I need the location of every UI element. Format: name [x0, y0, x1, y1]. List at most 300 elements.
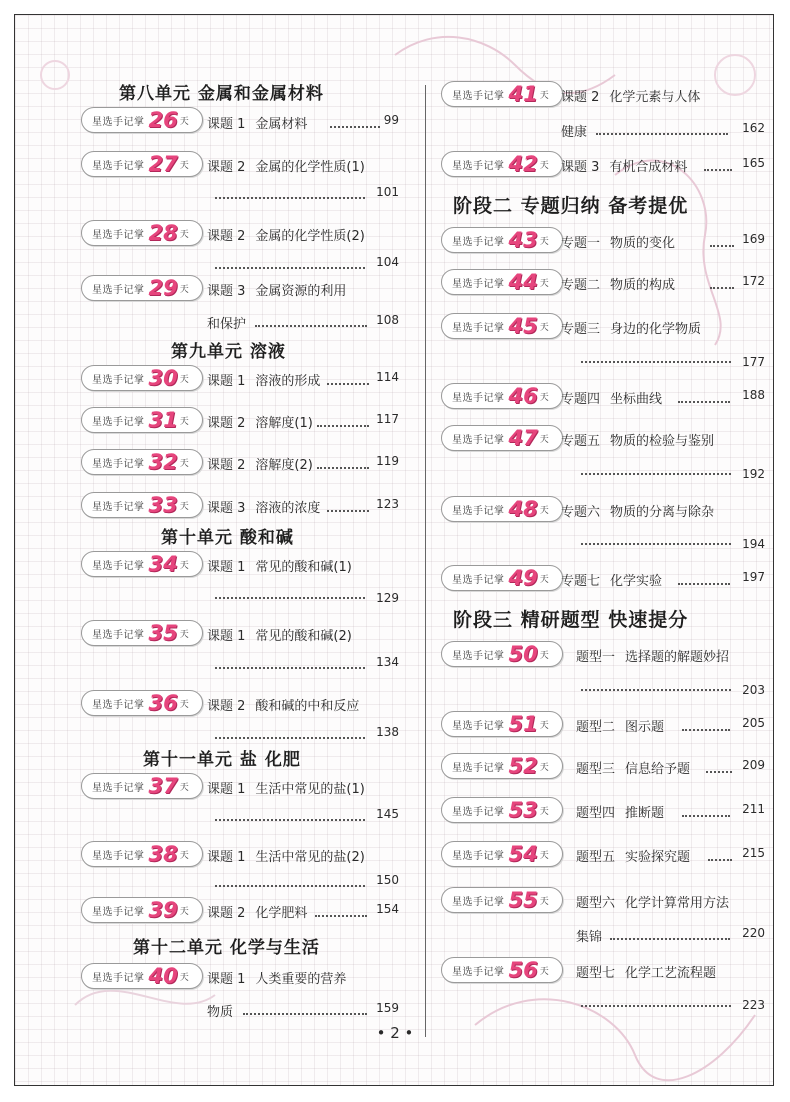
- leader-dots: [704, 169, 732, 171]
- unit-heading-12: 第十二单元 化学与生活: [133, 938, 320, 958]
- badge-suffix: 天: [179, 160, 189, 171]
- badge-mark: 掌: [134, 699, 145, 711]
- page-number: 188: [742, 388, 765, 402]
- day-badge-30: [81, 365, 203, 391]
- badge-prefix: 星选手记: [92, 906, 134, 918]
- page-number: 211: [742, 802, 765, 816]
- badge-suffix: 天: [179, 501, 189, 512]
- leader-dots: [243, 1013, 367, 1015]
- toc-entry-title[interactable]: [576, 758, 690, 777]
- page-number: 138: [376, 725, 399, 739]
- toc-entry-title[interactable]: [207, 846, 365, 865]
- lesson-title: 化学元素与人体: [609, 90, 701, 105]
- toc-entry-title[interactable]: [561, 430, 714, 449]
- lesson-title: 溶液的形成: [255, 374, 321, 389]
- badge-mark: 掌: [134, 416, 145, 428]
- badge-day-number: 53: [508, 797, 538, 822]
- badge-suffix: 天: [179, 374, 189, 385]
- badge-day-number: 45: [508, 313, 538, 338]
- badge-prefix: 星选手记: [452, 434, 494, 446]
- page-number: 194: [742, 537, 765, 551]
- lesson-title: 物质的构成: [610, 278, 676, 293]
- leader-dots: [610, 938, 730, 940]
- day-badge-53: [441, 797, 563, 823]
- leader-dots: [215, 737, 365, 739]
- badge-prefix: 星选手记: [92, 284, 134, 296]
- toc-entry-title[interactable]: [576, 646, 729, 665]
- badge-suffix: 天: [539, 392, 549, 403]
- lesson-title-continued: 物质: [207, 1005, 234, 1020]
- page-number: 215: [742, 846, 765, 860]
- leader-dots: [596, 133, 728, 135]
- lesson-title: 化学计算常用方法: [625, 896, 730, 911]
- lesson-label: 题型七: [576, 966, 616, 981]
- leader-dots: [682, 729, 730, 731]
- lesson-title: 常见的酸和碱(2): [255, 629, 352, 644]
- badge-mark: 掌: [134, 160, 145, 172]
- badge-day-number: 46: [508, 383, 538, 408]
- leader-dots: [317, 467, 369, 469]
- leader-dots: [215, 819, 365, 821]
- leader-dots: [315, 915, 367, 917]
- lesson-title: 溶解度(2): [255, 458, 313, 473]
- badge-day-number: 37: [148, 773, 178, 798]
- lesson-label: 课题 2: [207, 458, 246, 473]
- lesson-title: 酸和碱的中和反应: [255, 699, 360, 714]
- badge-suffix: 天: [539, 574, 549, 585]
- toc-entry-title[interactable]: [576, 716, 664, 735]
- badge-day-number: 27: [148, 151, 178, 176]
- toc-entry-title[interactable]: [561, 501, 714, 520]
- badge-prefix: 星选手记: [92, 416, 134, 428]
- badge-prefix: 星选手记: [92, 229, 134, 241]
- lesson-label: 课题 3: [207, 284, 246, 299]
- unit-heading-9: 第九单元 溶液: [171, 342, 286, 362]
- page-number: 159: [376, 1001, 399, 1015]
- badge-prefix: 星选手记: [92, 458, 134, 470]
- badge-prefix: 星选手记: [92, 699, 134, 711]
- page-number: 220: [742, 926, 765, 940]
- lesson-title: 选择题的解题妙招: [625, 650, 730, 665]
- lesson-label: 题型五: [576, 850, 616, 865]
- lesson-title: 身边的化学物质: [610, 322, 702, 337]
- badge-day-number: 32: [148, 449, 178, 474]
- badge-mark: 掌: [494, 236, 505, 248]
- day-badge-52: [441, 753, 563, 779]
- day-badge-43: [441, 227, 563, 253]
- page-number: 119: [376, 454, 399, 468]
- badge-day-number: 51: [508, 711, 538, 736]
- badge-suffix: 天: [539, 236, 549, 247]
- badge-mark: 掌: [494, 966, 505, 978]
- page-number: 123: [376, 497, 399, 511]
- page-number: 145: [376, 807, 399, 821]
- lesson-title: 物质的检验与鉴别: [610, 434, 715, 449]
- lesson-title: 溶液的浓度: [255, 501, 321, 516]
- lesson-label: 题型四: [576, 806, 616, 821]
- lesson-label: 课题 2: [207, 416, 246, 431]
- lesson-title: 实验探究题: [625, 850, 691, 865]
- badge-prefix: 星选手记: [452, 392, 494, 404]
- badge-day-number: 54: [508, 841, 538, 866]
- day-badge-41: [441, 81, 563, 107]
- lesson-label: 课题 1: [207, 374, 246, 389]
- lesson-label: 课题 1: [207, 850, 246, 865]
- lesson-title: 物质的分离与除杂: [610, 505, 715, 520]
- lesson-label: 课题 3: [207, 501, 246, 516]
- badge-day-number: 36: [148, 690, 178, 715]
- toc-entry-title[interactable]: [561, 570, 662, 589]
- badge-mark: 掌: [494, 762, 505, 774]
- toc-entry-title[interactable]: [576, 846, 690, 865]
- badge-suffix: 天: [179, 782, 189, 793]
- lesson-title-continued: 健康: [561, 125, 588, 140]
- toc-entry-title[interactable]: [207, 902, 307, 921]
- page-number: 169: [742, 232, 765, 246]
- lesson-label: 题型一: [576, 650, 616, 665]
- lesson-title: 金属材料: [255, 117, 308, 132]
- badge-mark: 掌: [494, 650, 505, 662]
- page-number: 197: [742, 570, 765, 584]
- day-badge-28: [81, 220, 203, 246]
- badge-suffix: 天: [539, 966, 549, 977]
- badge-mark: 掌: [134, 850, 145, 862]
- day-badge-54: [441, 841, 563, 867]
- badge-suffix: 天: [179, 458, 189, 469]
- lesson-label: 课题 3: [561, 160, 600, 175]
- badge-day-number: 56: [508, 957, 538, 982]
- leader-dots: [215, 667, 365, 669]
- day-badge-29: [81, 275, 203, 301]
- badge-mark: 掌: [494, 896, 505, 908]
- toc-entry-title[interactable]: [576, 802, 664, 821]
- lesson-title: 人类重要的营养: [255, 972, 347, 987]
- page-number: 203: [742, 683, 765, 697]
- lesson-title: 溶解度(1): [255, 416, 313, 431]
- day-badge-33: [81, 492, 203, 518]
- badge-prefix: 星选手记: [92, 116, 134, 128]
- badge-mark: 掌: [134, 972, 145, 984]
- day-badge-38: [81, 841, 203, 867]
- toc-entry-title[interactable]: [207, 968, 346, 987]
- page-number: 117: [376, 412, 399, 426]
- badge-suffix: 天: [539, 850, 549, 861]
- toc-entry-title[interactable]: [207, 225, 365, 244]
- badge-mark: 掌: [494, 574, 505, 586]
- badge-day-number: 30: [148, 365, 178, 390]
- day-badge-50: [441, 641, 563, 667]
- badge-suffix: 天: [179, 906, 189, 917]
- leader-dots: [317, 425, 369, 427]
- badge-suffix: 天: [539, 505, 549, 516]
- toc-entry-title[interactable]: [561, 318, 701, 337]
- lesson-title: 信息给予题: [625, 762, 691, 777]
- leader-dots: [581, 361, 731, 363]
- badge-prefix: 星选手记: [452, 762, 494, 774]
- lesson-label: 课题 1: [207, 782, 246, 797]
- badge-suffix: 天: [539, 806, 549, 817]
- stage-heading-3: 阶段三 精研题型 快速提分: [453, 609, 689, 631]
- stage-heading-2: 阶段二 专题归纳 备考提优: [453, 195, 689, 217]
- badge-mark: 掌: [494, 850, 505, 862]
- page-number: 172: [742, 274, 765, 288]
- leader-dots: [215, 267, 365, 269]
- badge-prefix: 星选手记: [452, 850, 494, 862]
- leader-dots: [581, 1005, 731, 1007]
- page-number: 154: [376, 902, 399, 916]
- badge-suffix: 天: [179, 229, 189, 240]
- badge-suffix: 天: [179, 972, 189, 983]
- badge-suffix: 天: [539, 720, 549, 731]
- badge-day-number: 39: [148, 897, 178, 922]
- day-badge-32: [81, 449, 203, 475]
- toc-entry-title[interactable]: [561, 274, 675, 293]
- lesson-title: 生活中常见的盐(1): [255, 782, 365, 797]
- toc-entry-title[interactable]: [207, 556, 352, 575]
- lesson-title-continued: 集锦: [576, 930, 603, 945]
- lesson-title: 有机合成材料: [609, 160, 688, 175]
- badge-mark: 掌: [134, 374, 145, 386]
- badge-day-number: 31: [148, 407, 178, 432]
- unit-heading-8: 第八单元 金属和金属材料: [119, 84, 324, 104]
- lesson-label: 专题五: [561, 434, 601, 449]
- page-number: 223: [742, 998, 765, 1012]
- badge-suffix: 天: [179, 416, 189, 427]
- page-number: 129: [376, 591, 399, 605]
- lesson-label: 课题 2: [561, 90, 600, 105]
- badge-mark: 掌: [494, 720, 505, 732]
- lesson-label: 题型二: [576, 720, 616, 735]
- badge-prefix: 星选手记: [452, 806, 494, 818]
- lesson-title-continued: 和保护: [207, 317, 247, 332]
- badge-mark: 掌: [134, 229, 145, 241]
- badge-day-number: 33: [148, 492, 178, 517]
- badge-day-number: 28: [148, 220, 178, 245]
- day-badge-46: [441, 383, 563, 409]
- column-divider: [425, 85, 426, 1037]
- toc-entry-title[interactable]: [561, 232, 675, 251]
- badge-suffix: 天: [539, 762, 549, 773]
- day-badge-49: [441, 565, 563, 591]
- leader-dots: [581, 543, 731, 545]
- badge-suffix: 天: [539, 434, 549, 445]
- badge-mark: 掌: [134, 906, 145, 918]
- lesson-title: 化学工艺流程题: [625, 966, 717, 981]
- day-badge-55: [441, 887, 563, 913]
- page-number: 114: [376, 370, 399, 384]
- page-number: 165: [742, 156, 765, 170]
- badge-suffix: 天: [179, 629, 189, 640]
- badge-prefix: 星选手记: [452, 966, 494, 978]
- badge-suffix: 天: [179, 850, 189, 861]
- badge-prefix: 星选手记: [452, 90, 494, 102]
- badge-mark: 掌: [494, 434, 505, 446]
- badge-mark: 掌: [134, 116, 145, 128]
- badge-mark: 掌: [134, 560, 145, 572]
- leader-dots: [215, 885, 365, 887]
- page-number: 209: [742, 758, 765, 772]
- badge-prefix: 星选手记: [452, 322, 494, 334]
- day-badge-56: [441, 957, 563, 983]
- badge-day-number: 42: [508, 151, 538, 176]
- badge-suffix: 天: [179, 284, 189, 295]
- lesson-label: 课题 1: [207, 117, 246, 132]
- lesson-title: 化学肥料: [255, 906, 308, 921]
- badge-mark: 掌: [494, 322, 505, 334]
- badge-suffix: 天: [179, 699, 189, 710]
- badge-mark: 掌: [134, 782, 145, 794]
- unit-heading-11: 第十一单元 盐 化肥: [143, 750, 301, 770]
- lesson-label: 课题 1: [207, 629, 246, 644]
- day-badge-36: [81, 690, 203, 716]
- badge-prefix: 星选手记: [92, 850, 134, 862]
- lesson-label: 课题 2: [207, 160, 246, 175]
- badge-mark: 掌: [494, 505, 505, 517]
- badge-day-number: 38: [148, 841, 178, 866]
- badge-suffix: 天: [179, 116, 189, 127]
- badge-mark: 掌: [494, 392, 505, 404]
- badge-mark: 掌: [134, 284, 145, 296]
- toc-entry-title[interactable]: [207, 412, 313, 431]
- lesson-label: 专题六: [561, 505, 601, 520]
- badge-day-number: 44: [508, 269, 538, 294]
- day-badge-44: [441, 269, 563, 295]
- badge-prefix: 星选手记: [92, 782, 134, 794]
- day-badge-26: [81, 107, 203, 133]
- badge-day-number: 49: [508, 565, 538, 590]
- toc-entry-title[interactable]: [207, 497, 320, 516]
- toc-entry-title[interactable]: [561, 388, 662, 407]
- badge-prefix: 星选手记: [452, 650, 494, 662]
- toc-entry-title[interactable]: [561, 156, 687, 175]
- page-number: 177: [742, 355, 765, 369]
- lesson-title: 图示题: [625, 720, 665, 735]
- badge-prefix: 星选手记: [92, 501, 134, 513]
- badge-prefix: 星选手记: [92, 972, 134, 984]
- badge-day-number: 29: [148, 275, 178, 300]
- leader-dots: [255, 325, 367, 327]
- badge-suffix: 天: [179, 560, 189, 571]
- lesson-title: 生活中常见的盐(2): [255, 850, 365, 865]
- day-badge-45: [441, 313, 563, 339]
- badge-mark: 掌: [494, 160, 505, 172]
- lesson-label: 专题四: [561, 392, 601, 407]
- toc-entry-title[interactable]: [576, 962, 716, 981]
- badge-day-number: 40: [148, 963, 178, 988]
- lesson-label: 课题 2: [207, 699, 246, 714]
- day-badge-27: [81, 151, 203, 177]
- badge-mark: 掌: [494, 278, 505, 290]
- toc-entry-title[interactable]: [207, 370, 320, 389]
- badge-suffix: 天: [539, 278, 549, 289]
- lesson-label: 专题一: [561, 236, 601, 251]
- lesson-label: 专题七: [561, 574, 601, 589]
- lesson-title: 金属资源的利用: [255, 284, 347, 299]
- badge-day-number: 41: [508, 81, 538, 106]
- page-number: 192: [742, 467, 765, 481]
- page-number: 104: [376, 255, 399, 269]
- toc-entry-title[interactable]: [207, 454, 313, 473]
- page-number: 150: [376, 873, 399, 887]
- lesson-title: 物质的变化: [610, 236, 676, 251]
- page-number: 205: [742, 716, 765, 730]
- lesson-label: 课题 2: [207, 229, 246, 244]
- toc-page: [14, 14, 774, 1086]
- badge-prefix: 星选手记: [452, 160, 494, 172]
- toc-entry-title[interactable]: [576, 892, 729, 911]
- leader-dots: [581, 689, 731, 691]
- leader-dots: [215, 597, 365, 599]
- day-badge-37: [81, 773, 203, 799]
- leader-dots: [581, 473, 731, 475]
- day-badge-39: [81, 897, 203, 923]
- page-number: 101: [376, 185, 399, 199]
- toc-entry-title[interactable]: [207, 625, 352, 644]
- unit-heading-10: 第十单元 酸和碱: [161, 528, 294, 548]
- day-badge-51: [441, 711, 563, 737]
- lesson-label: 课题 1: [207, 560, 246, 575]
- page-footer-number: • 2 •: [376, 1024, 414, 1042]
- badge-prefix: 星选手记: [92, 160, 134, 172]
- leader-dots: [682, 815, 730, 817]
- lesson-title: 推断题: [625, 806, 665, 821]
- lesson-label: 课题 2: [207, 906, 246, 921]
- toc-entry-title[interactable]: [561, 86, 700, 105]
- toc-entry-title[interactable]: [207, 156, 365, 175]
- page-number: 134: [376, 655, 399, 669]
- lesson-label: 课题 1: [207, 972, 246, 987]
- day-badge-48: [441, 496, 563, 522]
- badge-prefix: 星选手记: [92, 560, 134, 572]
- badge-day-number: 52: [508, 753, 538, 778]
- toc-entry-title[interactable]: [207, 695, 359, 714]
- day-badge-31: [81, 407, 203, 433]
- badge-prefix: 星选手记: [452, 236, 494, 248]
- badge-mark: 掌: [494, 90, 505, 102]
- badge-prefix: 星选手记: [452, 574, 494, 586]
- badge-mark: 掌: [134, 458, 145, 470]
- badge-suffix: 天: [539, 90, 549, 101]
- day-badge-47: [441, 425, 563, 451]
- badge-day-number: 55: [508, 887, 538, 912]
- day-badge-35: [81, 620, 203, 646]
- badge-day-number: 47: [508, 425, 538, 450]
- badge-suffix: 天: [539, 160, 549, 171]
- badge-prefix: 星选手记: [452, 720, 494, 732]
- toc-entry-title[interactable]: [207, 778, 365, 797]
- page-number: 99: [383, 113, 399, 127]
- badge-mark: 掌: [494, 806, 505, 818]
- page-number: 162: [742, 121, 765, 135]
- lesson-title: 常见的酸和碱(1): [255, 560, 352, 575]
- lesson-title: 金属的化学性质(1): [255, 160, 365, 175]
- badge-mark: 掌: [134, 501, 145, 513]
- toc-entry-title[interactable]: [207, 280, 346, 299]
- lesson-label: 题型三: [576, 762, 616, 777]
- lesson-title: 金属的化学性质(2): [255, 229, 365, 244]
- badge-prefix: 星选手记: [452, 278, 494, 290]
- badge-prefix: 星选手记: [452, 896, 494, 908]
- leader-dots: [215, 197, 365, 199]
- badge-prefix: 星选手记: [92, 629, 134, 641]
- lesson-label: 专题三: [561, 322, 601, 337]
- day-badge-42: [441, 151, 563, 177]
- lesson-title: 坐标曲线: [610, 392, 663, 407]
- badge-suffix: 天: [539, 322, 549, 333]
- toc-entry-title[interactable]: [207, 113, 307, 132]
- badge-day-number: 34: [148, 551, 178, 576]
- badge-day-number: 26: [148, 107, 178, 132]
